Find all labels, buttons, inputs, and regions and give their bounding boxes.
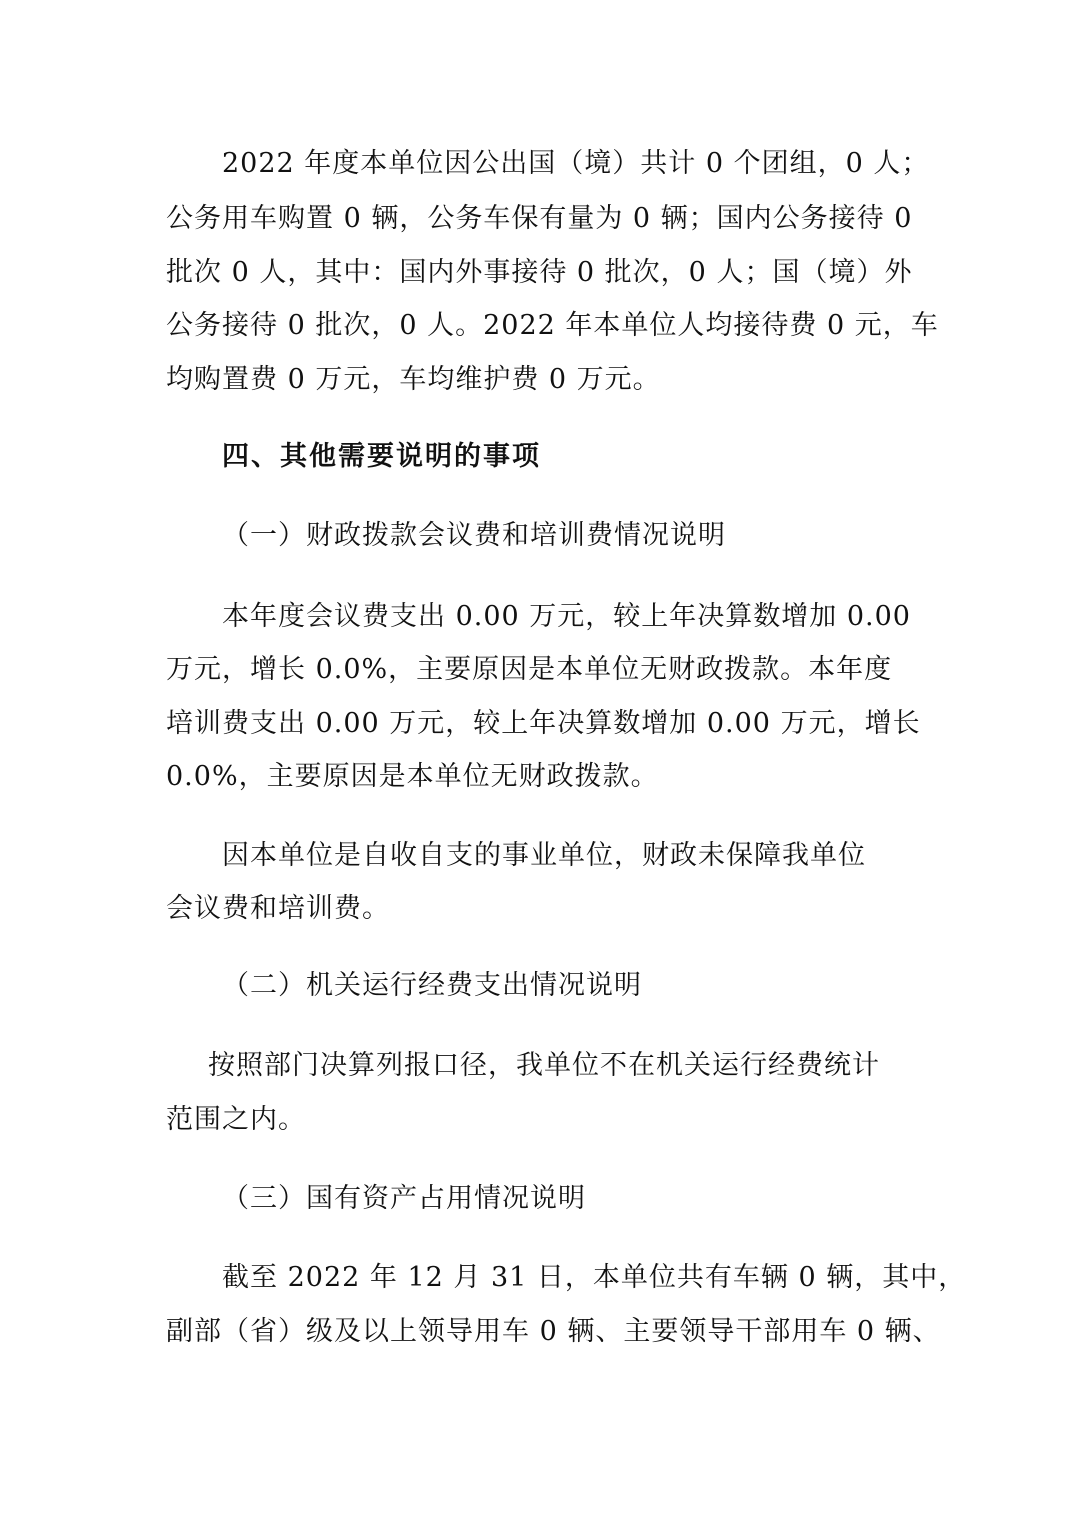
subsection-heading-operating-expense: （二）机关运行经费支出情况说明 bbox=[222, 970, 642, 1001]
text-line: 副部（省）级及以上领导用车 0 辆、主要领导干部用车 0 辆、 bbox=[166, 1316, 941, 1347]
text-line: 本年度会议费支出 0.00 万元，较上年决算数增加 0.00 bbox=[222, 601, 911, 632]
text-line: 万元，增长 0.0%，主要原因是本单位无财政拨款。本年度 bbox=[166, 654, 893, 685]
text-line: 范围之内。 bbox=[166, 1104, 306, 1135]
text-line: 公务接待 0 批次，0 人。2022 年本单位人均接待费 0 元，车 bbox=[166, 310, 939, 341]
text-line: 按照部门决算列报口径，我单位不在机关运行经费统计 bbox=[208, 1050, 880, 1081]
text-line: 因本单位是自收自支的事业单位，财政未保障我单位 bbox=[222, 840, 866, 871]
text-line: 培训费支出 0.00 万元，较上年决算数增加 0.00 万元，增长 bbox=[166, 708, 921, 739]
text-line: 公务用车购置 0 辆，公务车保有量为 0 辆；国内公务接待 0 bbox=[166, 203, 913, 234]
text-line: 会议费和培训费。 bbox=[166, 893, 390, 924]
subsection-heading-meeting-training: （一）财政拨款会议费和培训费情况说明 bbox=[222, 520, 726, 551]
text-line: 0.0%，主要原因是本单位无财政拨款。 bbox=[166, 761, 659, 792]
section-heading-other-matters: 四、其他需要说明的事项 bbox=[222, 441, 541, 472]
subsection-heading-state-assets: （三）国有资产占用情况说明 bbox=[222, 1183, 586, 1214]
text-line: 截至 2022 年 12 月 31 日，本单位共有车辆 0 辆，其中， bbox=[222, 1262, 967, 1293]
text-line: 均购置费 0 万元，车均维护费 0 万元。 bbox=[166, 364, 661, 395]
text-line: 2022 年度本单位因公出国（境）共计 0 个团组，0 人； bbox=[222, 148, 930, 179]
text-line: 批次 0 人，其中：国内外事接待 0 批次，0 人；国（境）外 bbox=[166, 257, 913, 288]
